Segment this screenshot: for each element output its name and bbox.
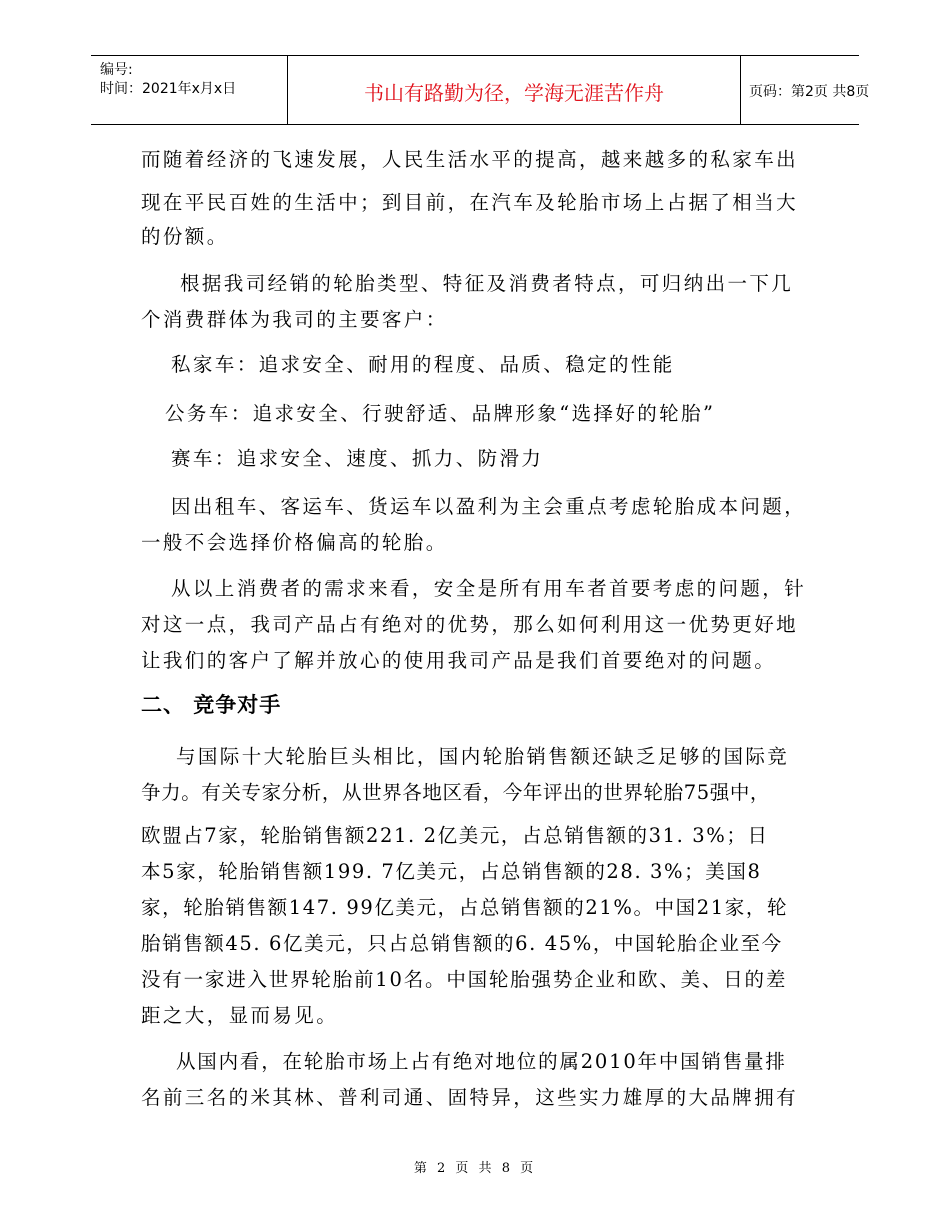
- paragraph-line: 个消费群体为我司的主要客户：: [141, 308, 448, 331]
- time-label: 时间：2021年x月x日: [100, 81, 237, 97]
- paragraph-line: 因出租车、客运车、货运车以盈利为主会重点考虑轮胎成本问题，: [171, 495, 807, 518]
- official-car-line: 公务车：追求安全、行驶舒适、品牌形象“选择好的轮胎”: [165, 402, 716, 425]
- paragraph-line: 家，轮胎销售额147. 99亿美元，占总销售额的21%。中国21家，轮: [141, 896, 789, 919]
- paragraph-line: 对这一点，我司产品占有绝对的优势，那么如何利用这一优势更好地: [141, 613, 799, 636]
- page-footer: 第 2 页 共 8 页: [413, 1161, 537, 1176]
- private-car-line: 私家车：追求安全、耐用的程度、品质、稳定的性能: [171, 353, 675, 376]
- motto-text: 书山有路勤为径，学海无涯苦作舟: [364, 81, 664, 105]
- paragraph-line: 没有一家进入世界轮胎前10名。中国轮胎强势企业和欧、美、日的差: [141, 968, 788, 991]
- paragraph-line: 胎销售额45. 6亿美元，只占总销售额的6. 45%，中国轮胎企业至今: [141, 932, 783, 955]
- paragraph-line: 名前三名的米其林、普利司通、固特异，这些实力雄厚的大品牌拥有: [141, 1086, 799, 1109]
- paragraph-line: 让我们的客户了解并放心的使用我司产品是我们首要绝对的问题。: [141, 649, 777, 672]
- paragraph-line: 一般不会选择价格偏高的轮胎。: [141, 531, 448, 554]
- paragraph-line: 距之大，显而易见。: [141, 1004, 339, 1027]
- page-info: 页码：第2页 共8页: [749, 84, 870, 100]
- paragraph-line: 根据我司经销的轮胎类型、特征及消费者特点，可归纳出一下几: [180, 272, 794, 295]
- paragraph-line: 的份额。: [141, 225, 229, 248]
- paragraph-line: 从以上消费者的需求来看，安全是所有用车者首要考虑的问题，针: [171, 577, 807, 600]
- paragraph-line: 而随着经济的飞速发展，人民生活水平的提高，越来越多的私家车出: [141, 148, 799, 171]
- paragraph-line: 欧盟占7家，轮胎销售额221. 2亿美元，占总销售额的31. 3%；日: [141, 824, 769, 847]
- section-heading: 二、 竞争对手: [141, 693, 282, 717]
- paragraph-line: 争力。有关专家分析，从世界各地区看，今年评出的世界轮胎75强中，: [141, 781, 771, 804]
- race-car-line: 赛车：追求安全、速度、抓力、防滑力: [171, 447, 544, 470]
- paragraph-line: 本5家，轮胎销售额199. 7亿美元，占总销售额的28. 3%；美国8: [141, 860, 762, 883]
- paragraph-line: 现在平民百姓的生活中；到目前，在汽车及轮胎市场上占据了相当大: [141, 191, 799, 214]
- paragraph-line: 与国际十大轮胎巨头相比，国内轮胎销售额还缺乏足够的国际竞: [176, 745, 790, 768]
- paragraph-line: 从国内看，在轮胎市场上占有绝对地位的属2010年中国销售量排: [176, 1050, 787, 1073]
- number-label: 编号:: [100, 62, 133, 78]
